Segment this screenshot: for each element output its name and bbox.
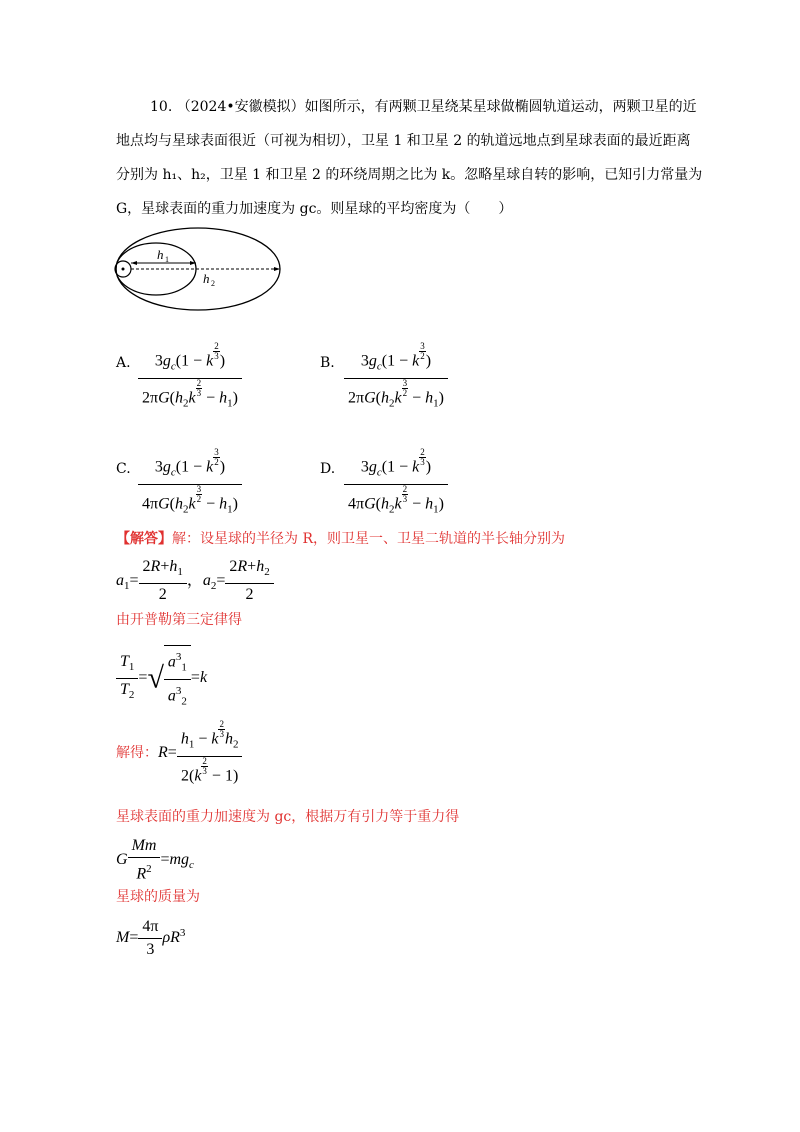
question-line-3: 分别为 h₁、h₂，卫星 1 和卫星 2 的环绕周期之比为 k。忽略星球自转的影响，已知引力常量为 xyxy=(116,167,703,183)
h1-label: h xyxy=(157,247,164,262)
answer-intro-line xyxy=(116,522,565,556)
opt-a-top-n: 2 xyxy=(214,341,219,351)
answer-tag: 【解答】 xyxy=(116,531,172,547)
opt-c-bot-d: 2 xyxy=(196,493,202,504)
option-b[interactable] xyxy=(320,352,335,371)
question-line-2: 地点均与星球表面很近（可视为相切），卫星 1 和卫星 2 的轨道远地点到星球表面的最近距离 xyxy=(116,133,691,149)
gravity-formula: G $\frac{Mm}{R^2}$ $=mg_c$ xyxy=(116,837,194,883)
option-b-label: B. xyxy=(320,355,335,371)
opt-a-top-d: 3 xyxy=(214,351,219,361)
semi-axis-formula: $a_1=$ $\frac{2R+h_1}{2}$ ，$a_2=$ $\frac{2R+h_2}{2}$ xyxy=(116,556,274,606)
option-a-formula: $3g_c(1 - k$ $\frac{2}{3}$ ) $2\pi G(h_2k$ $\frac{2}{3}$ − $h_1$) xyxy=(138,342,242,414)
opt-b-bot-n: 3 xyxy=(402,377,408,388)
option-c[interactable] xyxy=(116,458,131,477)
h2-label: h xyxy=(203,271,210,286)
mass-formula: M= $\frac{4\pi}{3}$ $\rho R^3$ xyxy=(116,918,186,958)
opt-b-top-n: 3 xyxy=(420,341,425,351)
option-d-formula: $3g_c(1 - k$ $\frac{2}{3}$ ) $4\pi G(h_2k$ $\frac{2}{3}$ − $h_1$) xyxy=(344,448,448,520)
option-d[interactable] xyxy=(320,458,335,477)
answer-intro: 解：设星球的半径为 R，则卫星一、卫星二轨道的半长轴分别为 xyxy=(172,531,565,547)
option-c-formula: $3g_c(1 - k$ $\frac{3}{2}$ ) $4\pi G(h_2k$ $\frac{3}{2}$ − $h_1$) xyxy=(138,448,242,520)
opt-c-top-d: 2 xyxy=(214,457,219,467)
question-line-4: G，星球表面的重力加速度为 gc。则星球的平均密度为（ ） xyxy=(116,201,513,217)
orbit-figure xyxy=(110,225,290,315)
kepler-text: 由开普勒第三定律得 xyxy=(116,612,242,628)
option-a-label: A. xyxy=(116,355,131,371)
opt-b-top-d: 2 xyxy=(420,351,425,361)
option-d-label: D. xyxy=(320,461,336,477)
opt-a-bot-n: 2 xyxy=(196,377,202,388)
h2-label-sub: 2 xyxy=(211,279,215,288)
opt-a-coef: 2π xyxy=(142,388,159,406)
question-source: （2024•安徽模拟） xyxy=(176,99,305,115)
opt-b-coef: 2π xyxy=(348,388,365,406)
gravity-text: 星球表面的重力加速度为 gc，根据万有引力等于重力得 xyxy=(116,809,460,825)
option-c-label: C. xyxy=(116,461,131,477)
opt-d-top-n: 2 xyxy=(420,447,425,457)
question-text-1: 如图所示，有两颗卫星绕某星球做椭圆轨道运动，两颗卫星的近 xyxy=(304,99,697,115)
question-number: 10. xyxy=(150,99,173,115)
opt-d-coef: 4π xyxy=(348,494,365,512)
h1-label-sub: 1 xyxy=(165,255,169,264)
planet-center xyxy=(122,268,125,271)
mass-text: 星球的质量为 xyxy=(116,889,200,905)
opt-c-top-n: 3 xyxy=(214,447,219,457)
opt-d-bot-n: 2 xyxy=(402,483,408,494)
radius-formula: 解得：R= $h_1 - k$ $\frac{2}{3}$ $h_2$ 2(k $\frac{2}{3}$ − 1) xyxy=(116,720,242,787)
opt-d-bot-d: 3 xyxy=(402,493,408,504)
opt-d-top-d: 3 xyxy=(420,457,425,467)
option-b-formula: $3g_c(1 - k$ $\frac{3}{2}$ ) $2\pi G(h_2k$ $\frac{3}{2}$ − $h_1$) xyxy=(344,342,448,414)
solve-label: 解得： xyxy=(116,746,158,762)
question-line-1 xyxy=(150,90,697,124)
kepler-formula: $\frac{T_1}{T_2}$ =√ $\frac{a^3_1}{a^3_2}$ =k xyxy=(116,645,207,712)
option-a[interactable] xyxy=(116,352,131,371)
opt-c-coef: 4π xyxy=(142,494,159,512)
opt-c-bot-n: 3 xyxy=(196,483,202,494)
opt-b-bot-d: 2 xyxy=(402,387,408,398)
opt-a-bot-d: 3 xyxy=(196,387,202,398)
